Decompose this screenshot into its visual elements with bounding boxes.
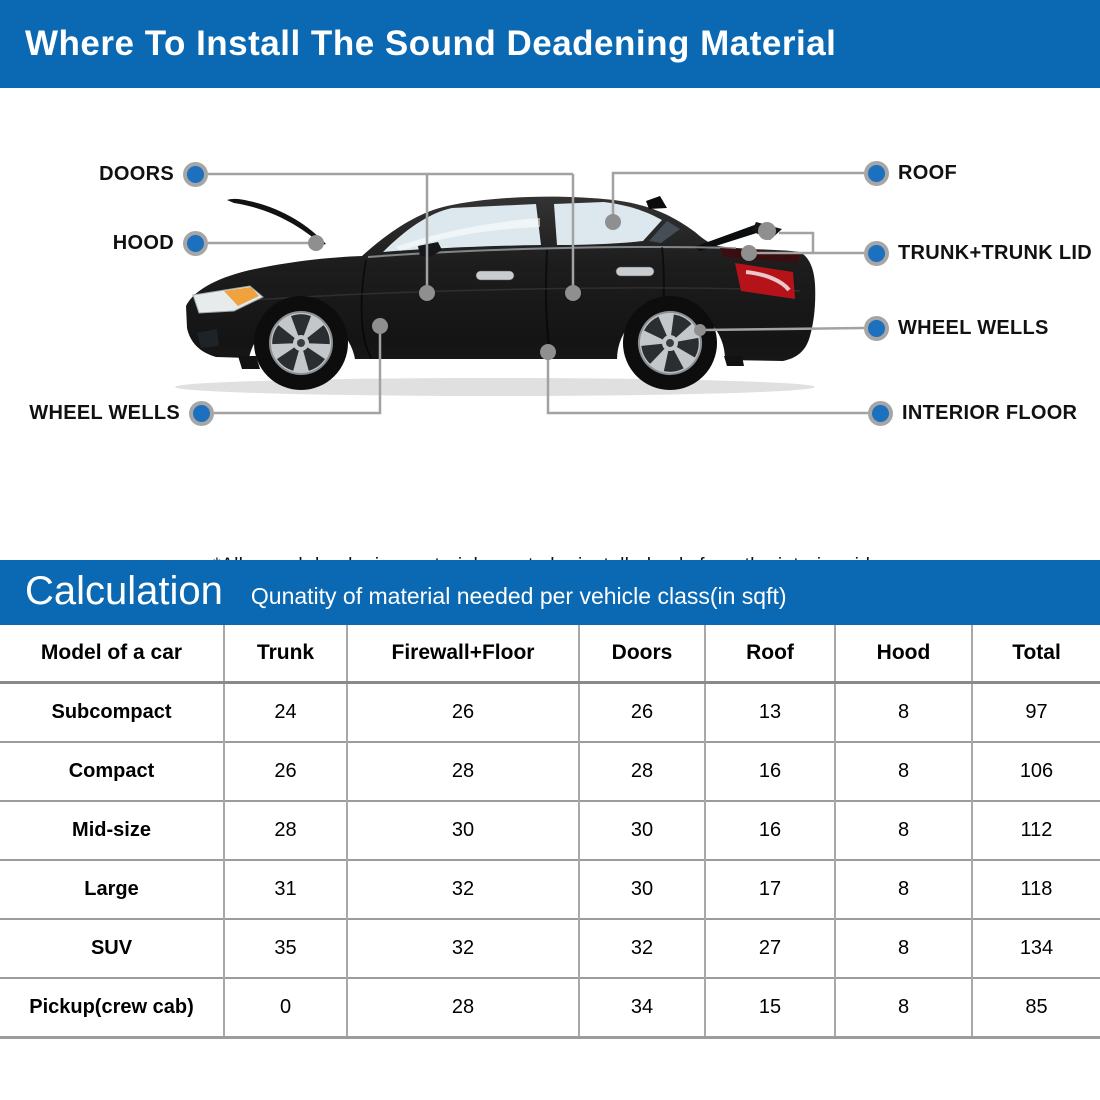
row-label: SUV [90,937,133,959]
cell-value: 30 [579,860,705,919]
row-label: Mid-size [72,819,151,841]
cell-value: 0 [224,978,347,1038]
marker-dot-icon [183,162,208,187]
callout-wheel-wells-right [864,316,1049,341]
cell-value: 106 [972,742,1100,801]
table-row [0,683,1100,743]
column-header: Model of a car [40,641,183,664]
cell-value: 112 [972,801,1100,860]
calculation-header-bar [0,560,1100,625]
cell-value: 118 [972,860,1100,919]
door-handle [616,267,654,276]
cell-value: 34 [579,978,705,1038]
table-row [0,860,1100,919]
car-body [186,196,815,407]
cell-value: 16 [705,801,835,860]
row-label: Pickup(crew cab) [29,996,194,1018]
door-handle [476,271,514,280]
callout-doors [99,162,208,187]
calculation-title: Calculation [25,569,223,613]
callout-label: ROOF [898,162,957,184]
page-title: Where To Install The Sound Deadening Material [25,24,837,63]
calculation-table [0,625,1100,1039]
cell-value: 32 [347,919,579,978]
cell-value: 32 [579,919,705,978]
cell-value: 31 [224,860,347,919]
cell-value: 30 [347,801,579,860]
cell-value: 28 [224,801,347,860]
table-row [0,742,1100,801]
column-header: Firewall+Floor [347,625,579,683]
car-diagram [0,88,1100,560]
callout-label: DOORS [99,163,174,185]
callout-label: WHEEL WELLS [898,317,1049,339]
cell-value: 13 [705,683,835,743]
column-header: Doors [579,625,705,683]
callout-label: HOOD [112,232,174,254]
column-header: Roof [705,625,835,683]
cell-value: 8 [835,860,972,919]
cell-value: 30 [579,801,705,860]
cell-value: 17 [705,860,835,919]
cell-value: 35 [224,919,347,978]
callout-hood [113,231,208,256]
marker-dot-icon [868,401,893,426]
row-label: Compact [68,760,155,782]
cell-value: 8 [835,742,972,801]
cell-value: 8 [835,683,972,743]
top-banner [0,0,1100,88]
row-label: Subcompact [51,701,172,723]
callout-trunk-trunk-lid [864,241,1092,266]
row-label: Large [84,878,139,900]
marker-dot-icon [189,401,214,426]
cell-value: 28 [347,742,579,801]
marker-dot-icon [864,241,889,266]
cell-value: 26 [579,683,705,743]
calculation-subtitle: Qunatity of material needed per vehicle class(in sqft) [250,583,787,609]
table-row [0,919,1100,978]
cell-value: 97 [972,683,1100,743]
cell-value: 26 [347,683,579,743]
cell-value: 27 [705,919,835,978]
cell-value: 32 [347,860,579,919]
cell-value: 24 [224,683,347,743]
callout-interior-floor [868,401,1077,426]
cell-value: 26 [224,742,347,801]
callout-label: INTERIOR FLOOR [902,402,1078,424]
cell-value: 134 [972,919,1100,978]
callout-wheel-wells-left [29,401,214,426]
marker-dot-icon [183,231,208,256]
column-header: Total [972,625,1100,683]
car-shadow [175,378,815,396]
cell-value: 16 [705,742,835,801]
trunk-lid-line [779,233,813,253]
table-row [0,978,1100,1038]
cell-value: 28 [347,978,579,1038]
cell-value: 8 [835,919,972,978]
cell-value: 8 [835,978,972,1038]
callout-label: TRUNK+TRUNK LID [898,242,1092,264]
column-header: Trunk [224,625,347,683]
antenna-fin [646,196,667,209]
callout-label: WHEEL WELLS [29,402,180,424]
marker-dot-icon [864,161,889,186]
front-wheel [254,296,348,390]
callout-roof [864,161,957,186]
table-row [0,801,1100,860]
cell-value: 85 [972,978,1100,1038]
cell-value: 15 [705,978,835,1038]
marker-dot-icon [864,316,889,341]
cell-value: 28 [579,742,705,801]
column-header: Hood [835,625,972,683]
cell-value: 8 [835,801,972,860]
